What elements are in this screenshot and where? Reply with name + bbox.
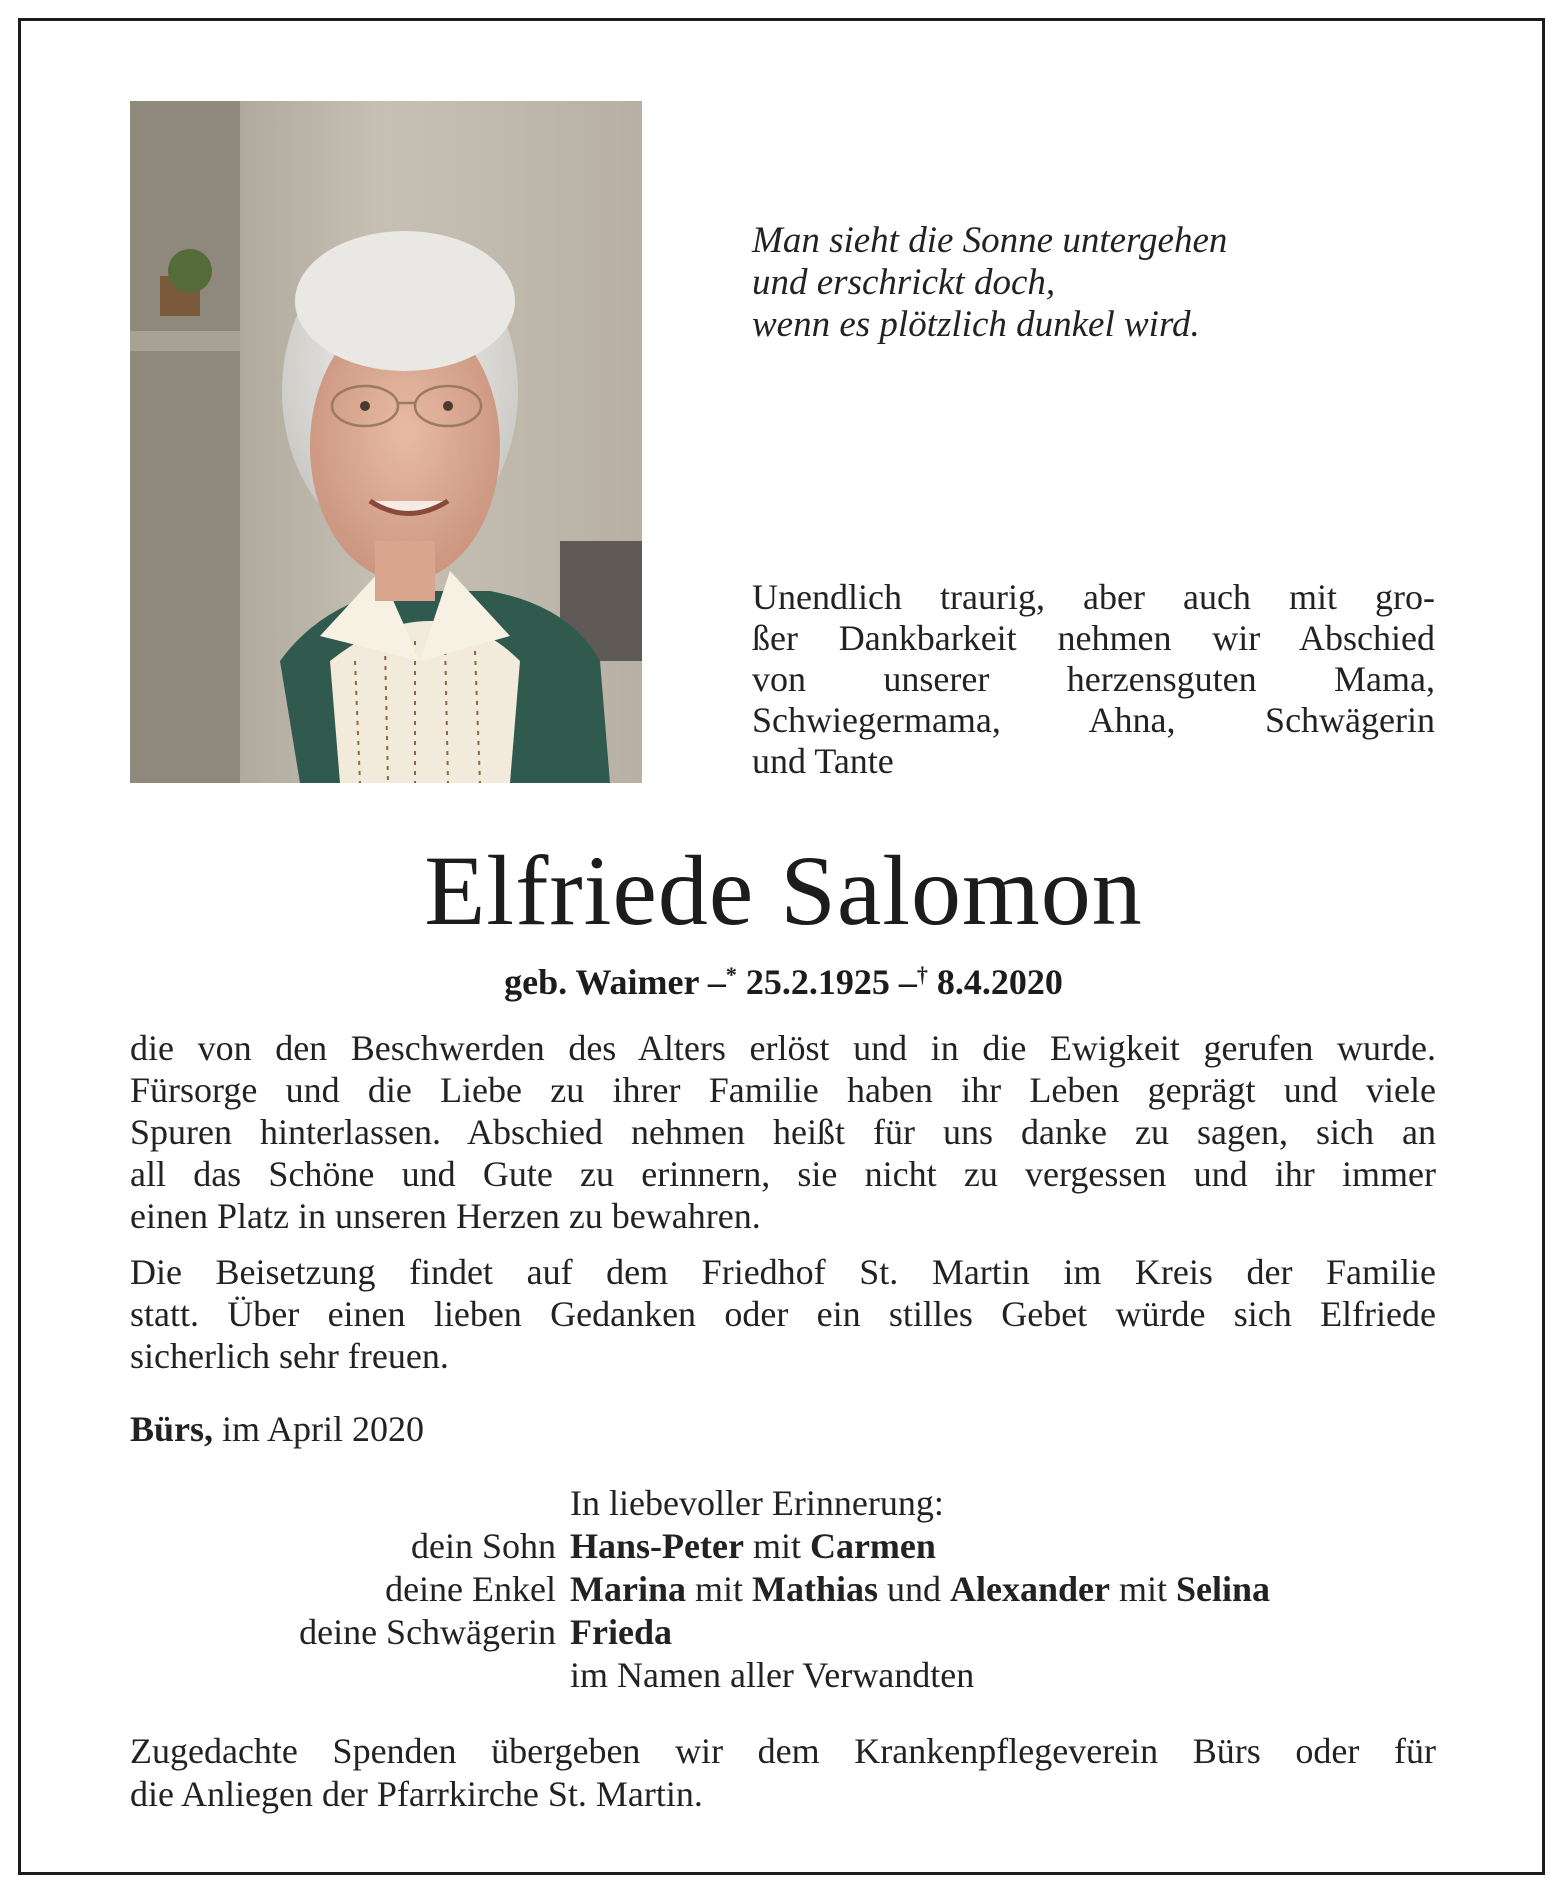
paragraph-line: Spuren hinterlassen. Abschied nehmen heißt für uns danke zu sagen, sich an	[130, 1112, 1436, 1152]
connector-text: und	[878, 1569, 950, 1609]
intro-line: Schwiegermama, Ahna, Schwägerin	[752, 700, 1435, 740]
intro-text	[752, 577, 1435, 782]
intro-line: ßer Dankbarkeit nehmen wir Abschied	[752, 618, 1435, 658]
paragraph-line: Fürsorge und die Liebe zu ihrer Familie haben ihr Leben geprägt und viele	[130, 1070, 1436, 1110]
relative-name: Carmen	[809, 1526, 936, 1566]
donation-line: Zugedachte Spenden übergeben wir dem Krankenpflegeverein Bürs oder für	[130, 1731, 1436, 1771]
paragraph-line: statt. Über einen lieben Gedanken oder ein stilles Gebet würde sich Elfriede	[130, 1294, 1436, 1334]
maiden-name: geb. Waimer	[504, 962, 699, 1002]
death-date: 8.4.2020	[936, 962, 1063, 1002]
memorial-quote	[752, 220, 1452, 346]
signature-heading: In liebevoller Erinnerung:	[570, 1483, 944, 1523]
birth-date: 25.2.1925	[745, 962, 890, 1002]
paragraph-line: die von den Beschwerden des Alters erlöst und in die Ewigkeit gerufen wurde.	[130, 1028, 1436, 1068]
date: im April 2020	[213, 1409, 425, 1449]
quote-line: wenn es plötzlich dunkel wird.	[752, 304, 1200, 345]
paragraph-line: Die Beisetzung findet auf dem Friedhof St. Martin im Kreis der Familie	[130, 1252, 1436, 1292]
signature-row-sister-in-law	[130, 1611, 1436, 1654]
connector-text: mit	[743, 1526, 810, 1566]
place: Bürs,	[130, 1409, 214, 1449]
relative-name: Mathias	[752, 1569, 878, 1609]
relative-name: Frieda	[570, 1612, 672, 1652]
paragraph-line: sicherlich sehr freuen.	[130, 1336, 449, 1376]
connector-text: mit	[1109, 1569, 1176, 1609]
intro-line: Unendlich traurig, aber auch mit gro-	[752, 577, 1435, 617]
birth-death-line	[0, 955, 1567, 1002]
relation-label: deine Enkel	[385, 1569, 556, 1609]
obituary-paragraph	[130, 1027, 1436, 1237]
relation-label: deine Schwägerin	[299, 1612, 556, 1652]
funeral-paragraph	[130, 1251, 1436, 1377]
quote-line: und erschrickt doch,	[752, 262, 1056, 303]
dash: –	[707, 962, 726, 1002]
relation-label: dein Sohn	[410, 1526, 556, 1566]
intro-line: von unserer herzensguten Mama,	[752, 659, 1435, 699]
paragraph-line: einen Platz in unseren Herzen zu bewahren.	[130, 1196, 761, 1236]
death-symbol: †	[916, 962, 928, 987]
intro-line: und Tante	[752, 741, 894, 781]
paragraph-line: all das Schöne und Gute zu erinnern, sie nicht zu vergessen und ihr immer	[130, 1154, 1436, 1194]
relative-name: Marina	[570, 1569, 686, 1609]
donation-line: die Anliegen der Pfarrkirche St. Martin.	[130, 1774, 703, 1814]
place-date	[130, 1408, 424, 1450]
relative-name: Selina	[1176, 1569, 1271, 1609]
connector-text: mit	[685, 1569, 752, 1609]
relative-name: Hans-Peter	[570, 1526, 744, 1566]
signature-row-grandchildren	[130, 1568, 1436, 1611]
portrait-photo	[130, 101, 642, 783]
relative-name: Alexander	[950, 1569, 1110, 1609]
dash: –	[898, 962, 917, 1002]
birth-symbol: *	[725, 962, 737, 987]
signature-block	[130, 1482, 1436, 1697]
donation-note	[130, 1730, 1436, 1816]
signature-closing: im Namen aller Verwandten	[570, 1655, 975, 1695]
quote-line: Man sieht die Sonne untergehen	[752, 220, 1228, 261]
signature-row-son	[130, 1525, 1436, 1568]
deceased-name: Elfriede Salomon	[424, 835, 1143, 946]
